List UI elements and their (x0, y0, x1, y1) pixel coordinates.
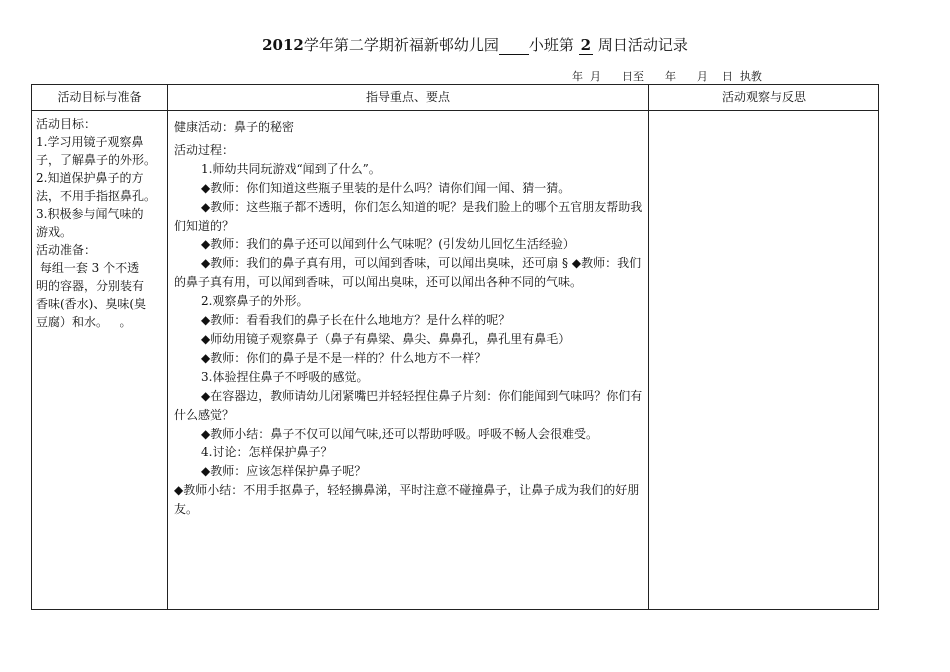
goals-line: 豆腐）和水。 。 (36, 315, 132, 329)
goals-cell (36, 115, 168, 331)
guidance-line: 3.体验捏住鼻子不呼吸的感觉。 (201, 369, 369, 384)
goals-line: 法，不用手指抠鼻孔。 (36, 189, 157, 203)
goals-line: 香味(香水)、臭味(臭 (36, 297, 147, 311)
guidance-line: ◆教师：这些瓶子都不透明，你们怎么知道的呢？是我们脸上的哪个五官朋友帮助我们知道的？ (174, 199, 643, 233)
goals-line: 每组一套 3 个不透 (36, 261, 140, 275)
guidance-line: ◆在容器边，教师请幼儿闭紧嘴巴并轻轻捏住鼻子片刻：你们能闻到气味吗？你们有什么感觉？ (174, 388, 643, 422)
guidance-line: 2.观察鼻子的外形。 (201, 294, 309, 309)
goals-line: 活动目标： (36, 117, 97, 131)
header-guidance: 指导重点、要点 (365, 90, 450, 104)
guidance-line: ◆师幼用镜子观察鼻子（鼻子有鼻梁、鼻尖、鼻鼻孔，鼻孔里有鼻毛） (201, 331, 571, 346)
title-part2: 第 (558, 36, 574, 54)
guidance-line: 1.师幼共同玩游戏“闻到了什么”。 (201, 161, 381, 176)
guidance-line: ◆教师：应该怎样保护鼻子呢？ (201, 464, 367, 479)
header-reflection: 活动观察与反思 (721, 90, 806, 104)
goals-line: 1.学习用镜子观察鼻 (36, 135, 144, 149)
title-part1: 学年第二学期祈福新邨幼儿园 (303, 36, 499, 54)
goals-line: 2.知道保护鼻子的方 (36, 171, 144, 185)
title-blank (499, 36, 529, 55)
guidance-line: 4.讨论：怎样保护鼻子？ (201, 445, 333, 460)
goals-line: 明的容器，分别装有 (36, 279, 145, 293)
title-class: 小班 (528, 36, 559, 54)
guidance-line: ◆教师：你们的鼻子是不是一样的？什么地方不一样？ (201, 350, 487, 365)
goals-line: 游戏。 (36, 225, 73, 239)
activity-title: 健康活动：鼻子的秘密 (174, 120, 295, 134)
title-year: 2012 (262, 36, 304, 54)
record-table (31, 84, 879, 610)
guidance-line: ◆教师：看看我们的鼻子长在什么地地方？是什么样的呢？ (201, 313, 511, 328)
column-divider-2 (648, 85, 649, 609)
header-goals: 活动目标与准备 (57, 90, 142, 104)
guidance-line: ◆教师：我们的鼻子还可以闻到什么气味呢？(引发幼儿回忆生活经验） (201, 237, 575, 252)
goals-line: 活动准备： (36, 243, 97, 257)
date-line: 年 月 日至 年 月 日 执教 (572, 70, 762, 83)
document-title (0, 34, 950, 55)
process-label: 活动过程： (174, 142, 235, 157)
goals-line: 子，了解鼻子的外形。 (36, 153, 157, 167)
title-week: 2 (580, 36, 592, 54)
guidance-line: ◆教师小结：鼻子不仅可以闻气味,还可以帮助呼吸。呼吸不畅人会很难受。 (201, 426, 599, 441)
guidance-lines (174, 160, 648, 519)
guidance-line: ◆教师：我们的鼻子真有用，可以闻到香味，可以闻出臭味，还可扇 § ◆教师：我们的鼻子真有用，可以闻到香味，可以闻出臭味，还可以闻出各种不同的气味。 (174, 256, 642, 290)
guidance-line: ◆教师：你们知道这些瓶子里装的是什么吗？请你们闻一闻、猜一猜。 (201, 180, 571, 195)
title-part3: 周日活动记录 (597, 36, 688, 54)
guidance-cell (174, 118, 648, 519)
guidance-line: ◆教师小结：不用手抠鼻子，轻轻擤鼻涕，平时注意不碰撞鼻子，让鼻子成为我们的好朋友。 (174, 483, 640, 517)
goals-line: 3.积极参与闻气味的 (36, 207, 144, 221)
header-divider (32, 110, 878, 111)
